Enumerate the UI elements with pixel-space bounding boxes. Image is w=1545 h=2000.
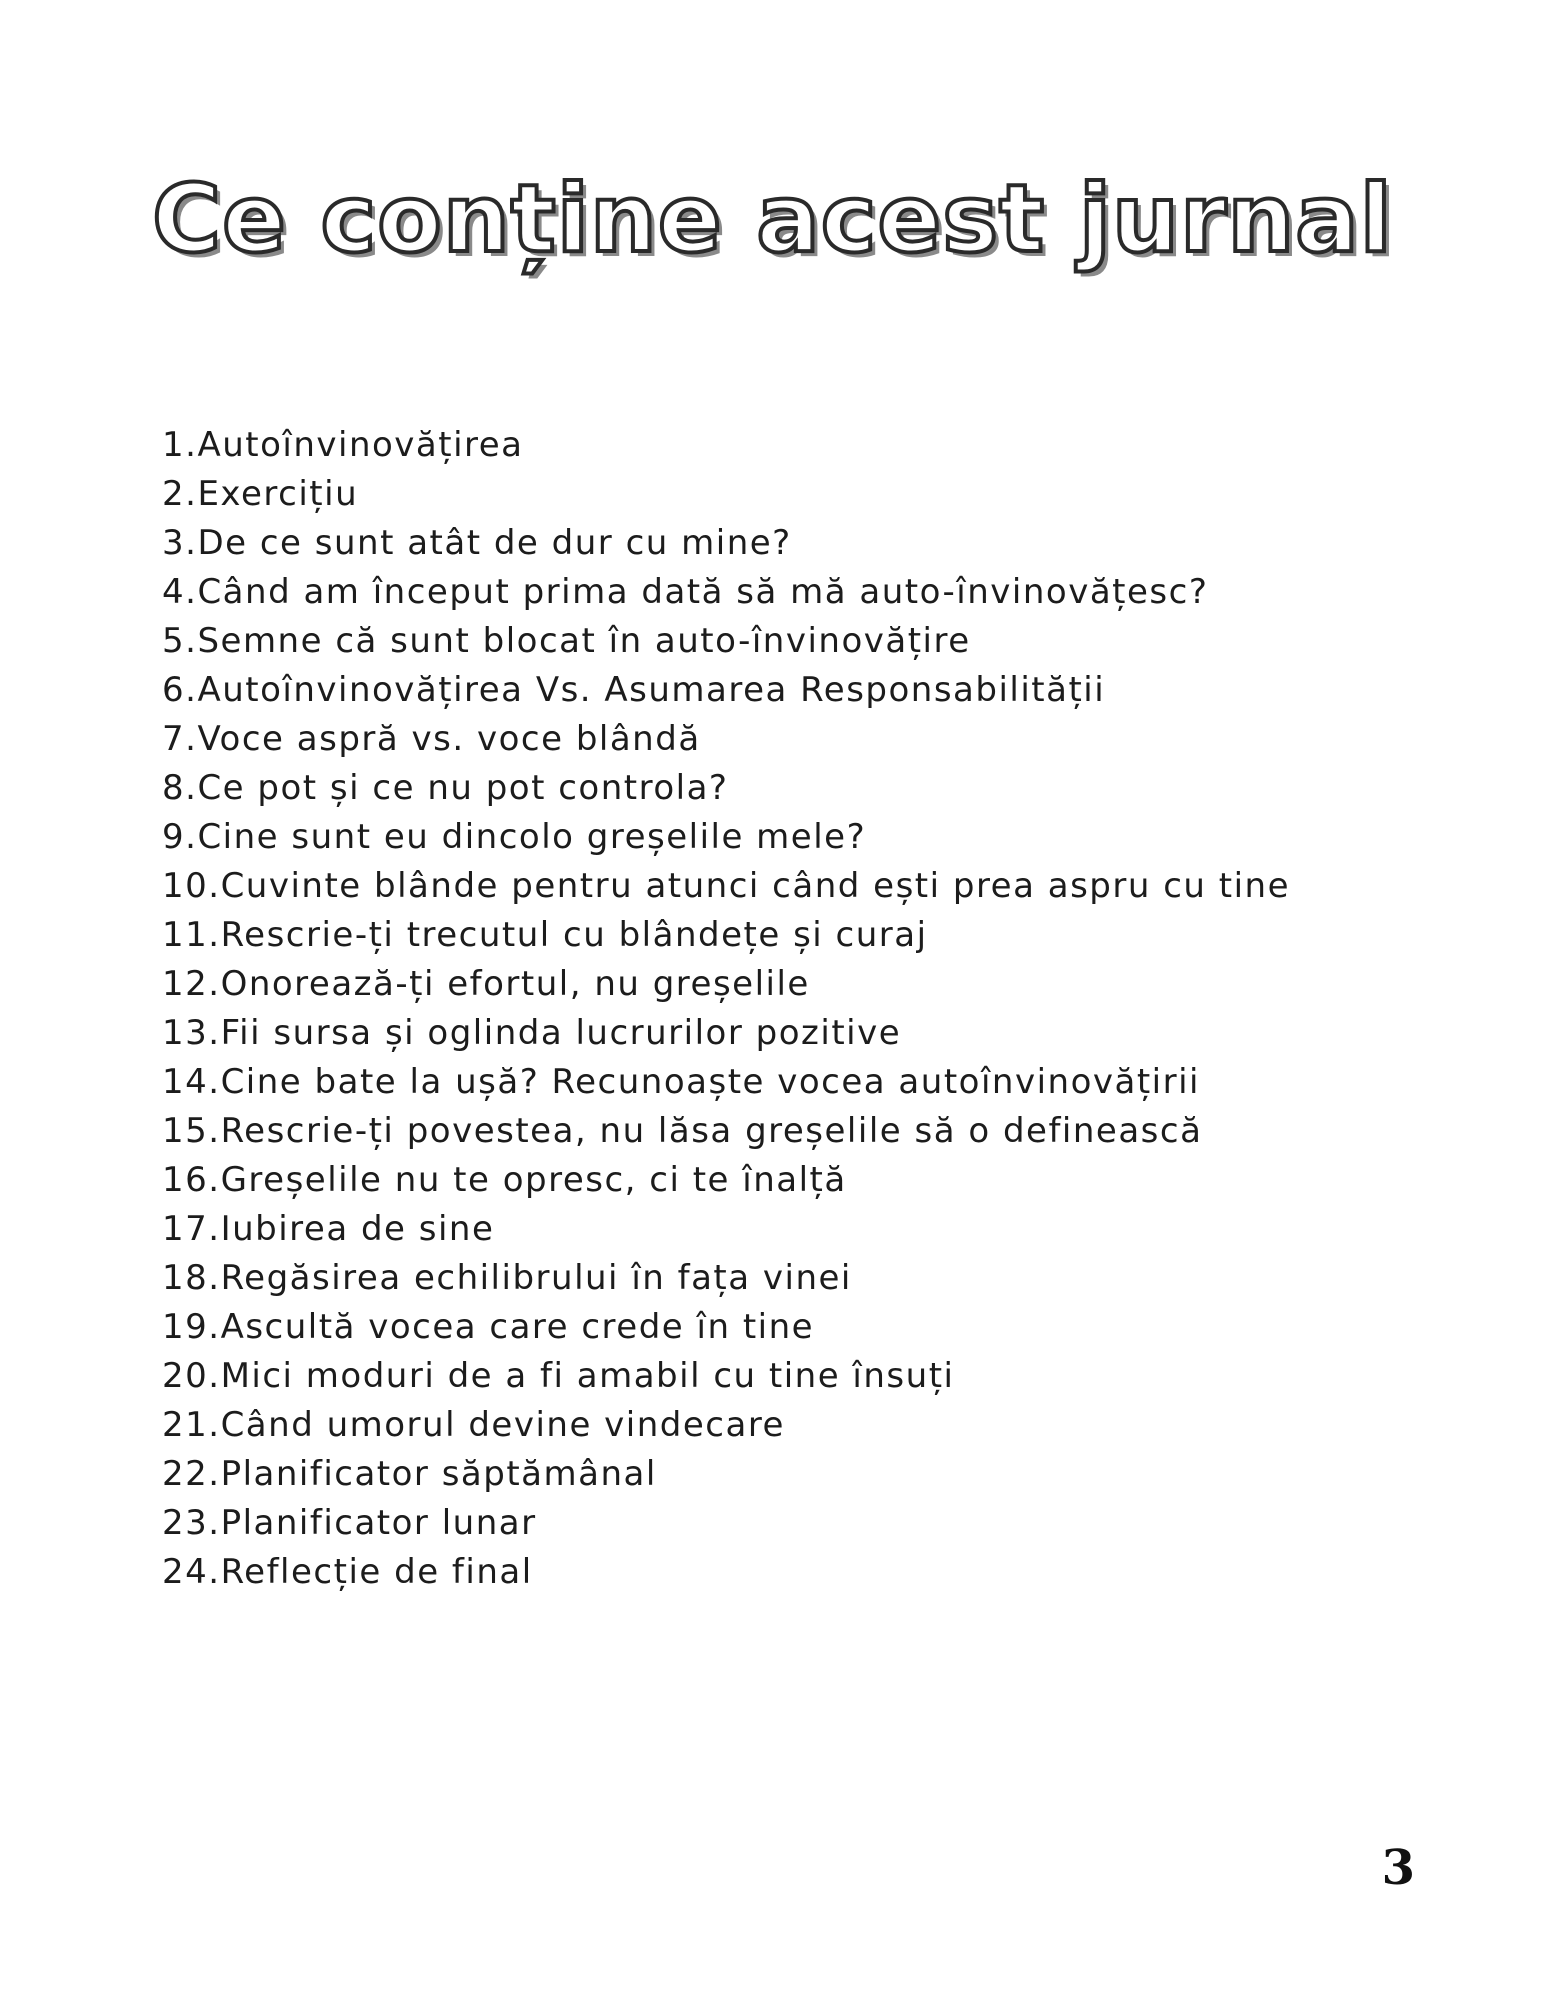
- toc-item: 6.Autoînvinovățirea Vs. Asumarea Responsabilității: [162, 670, 1106, 710]
- toc-item: 20.Mici moduri de a fi amabil cu tine însuți: [162, 1356, 955, 1396]
- toc-item: 9.Cine sunt eu dincolo greșelile mele?: [162, 817, 867, 857]
- toc-item: 21.Când umorul devine vindecare: [162, 1405, 785, 1445]
- toc-item: 15.Rescrie-ți povestea, nu lăsa greșelile să o definească: [162, 1111, 1203, 1151]
- table-of-contents: [162, 421, 1290, 1597]
- toc-item: 23.Planificator lunar: [162, 1503, 537, 1543]
- page-title: Ce conține acest jurnal: [152, 165, 1393, 274]
- toc-item: 22.Planificator săptămânal: [162, 1454, 657, 1494]
- toc-item: 11.Rescrie-ți trecutul cu blândețe și curaj: [162, 915, 928, 955]
- toc-item: 19.Ascultă vocea care crede în tine: [162, 1307, 815, 1347]
- toc-item: 24.Reflecție de final: [162, 1552, 533, 1592]
- toc-item: 17.Iubirea de sine: [162, 1209, 495, 1249]
- toc-item: 14.Cine bate la ușă? Recunoaște vocea autoînvinovățirii: [162, 1062, 1200, 1102]
- toc-item: 13.Fii sursa și oglinda lucrurilor pozitive: [162, 1013, 902, 1053]
- toc-item: 10.Cuvinte blânde pentru atunci când ești prea aspru cu tine: [162, 866, 1290, 906]
- toc-item: 4.Când am început prima dată să mă auto-învinovățesc?: [162, 572, 1209, 612]
- toc-item: 16.Greșelile nu te opresc, ci te înalță: [162, 1160, 847, 1200]
- toc-item: 3.De ce sunt atât de dur cu mine?: [162, 523, 792, 563]
- toc-item: 5.Semne că sunt blocat în auto-învinovățire: [162, 621, 971, 661]
- toc-item: 18.Regăsirea echilibrului în fața vinei: [162, 1258, 852, 1298]
- toc-item: 2.Exercițiu: [162, 474, 359, 514]
- toc-item: 1.Autoînvinovățirea: [162, 425, 524, 465]
- toc-item: 8.Ce pot și ce nu pot controla?: [162, 768, 729, 808]
- page-number: 3: [1381, 1840, 1415, 1896]
- toc-item: 12.Onorează-ți efortul, nu greșelile: [162, 964, 810, 1004]
- toc-item: 7.Voce aspră vs. voce blândă: [162, 719, 701, 759]
